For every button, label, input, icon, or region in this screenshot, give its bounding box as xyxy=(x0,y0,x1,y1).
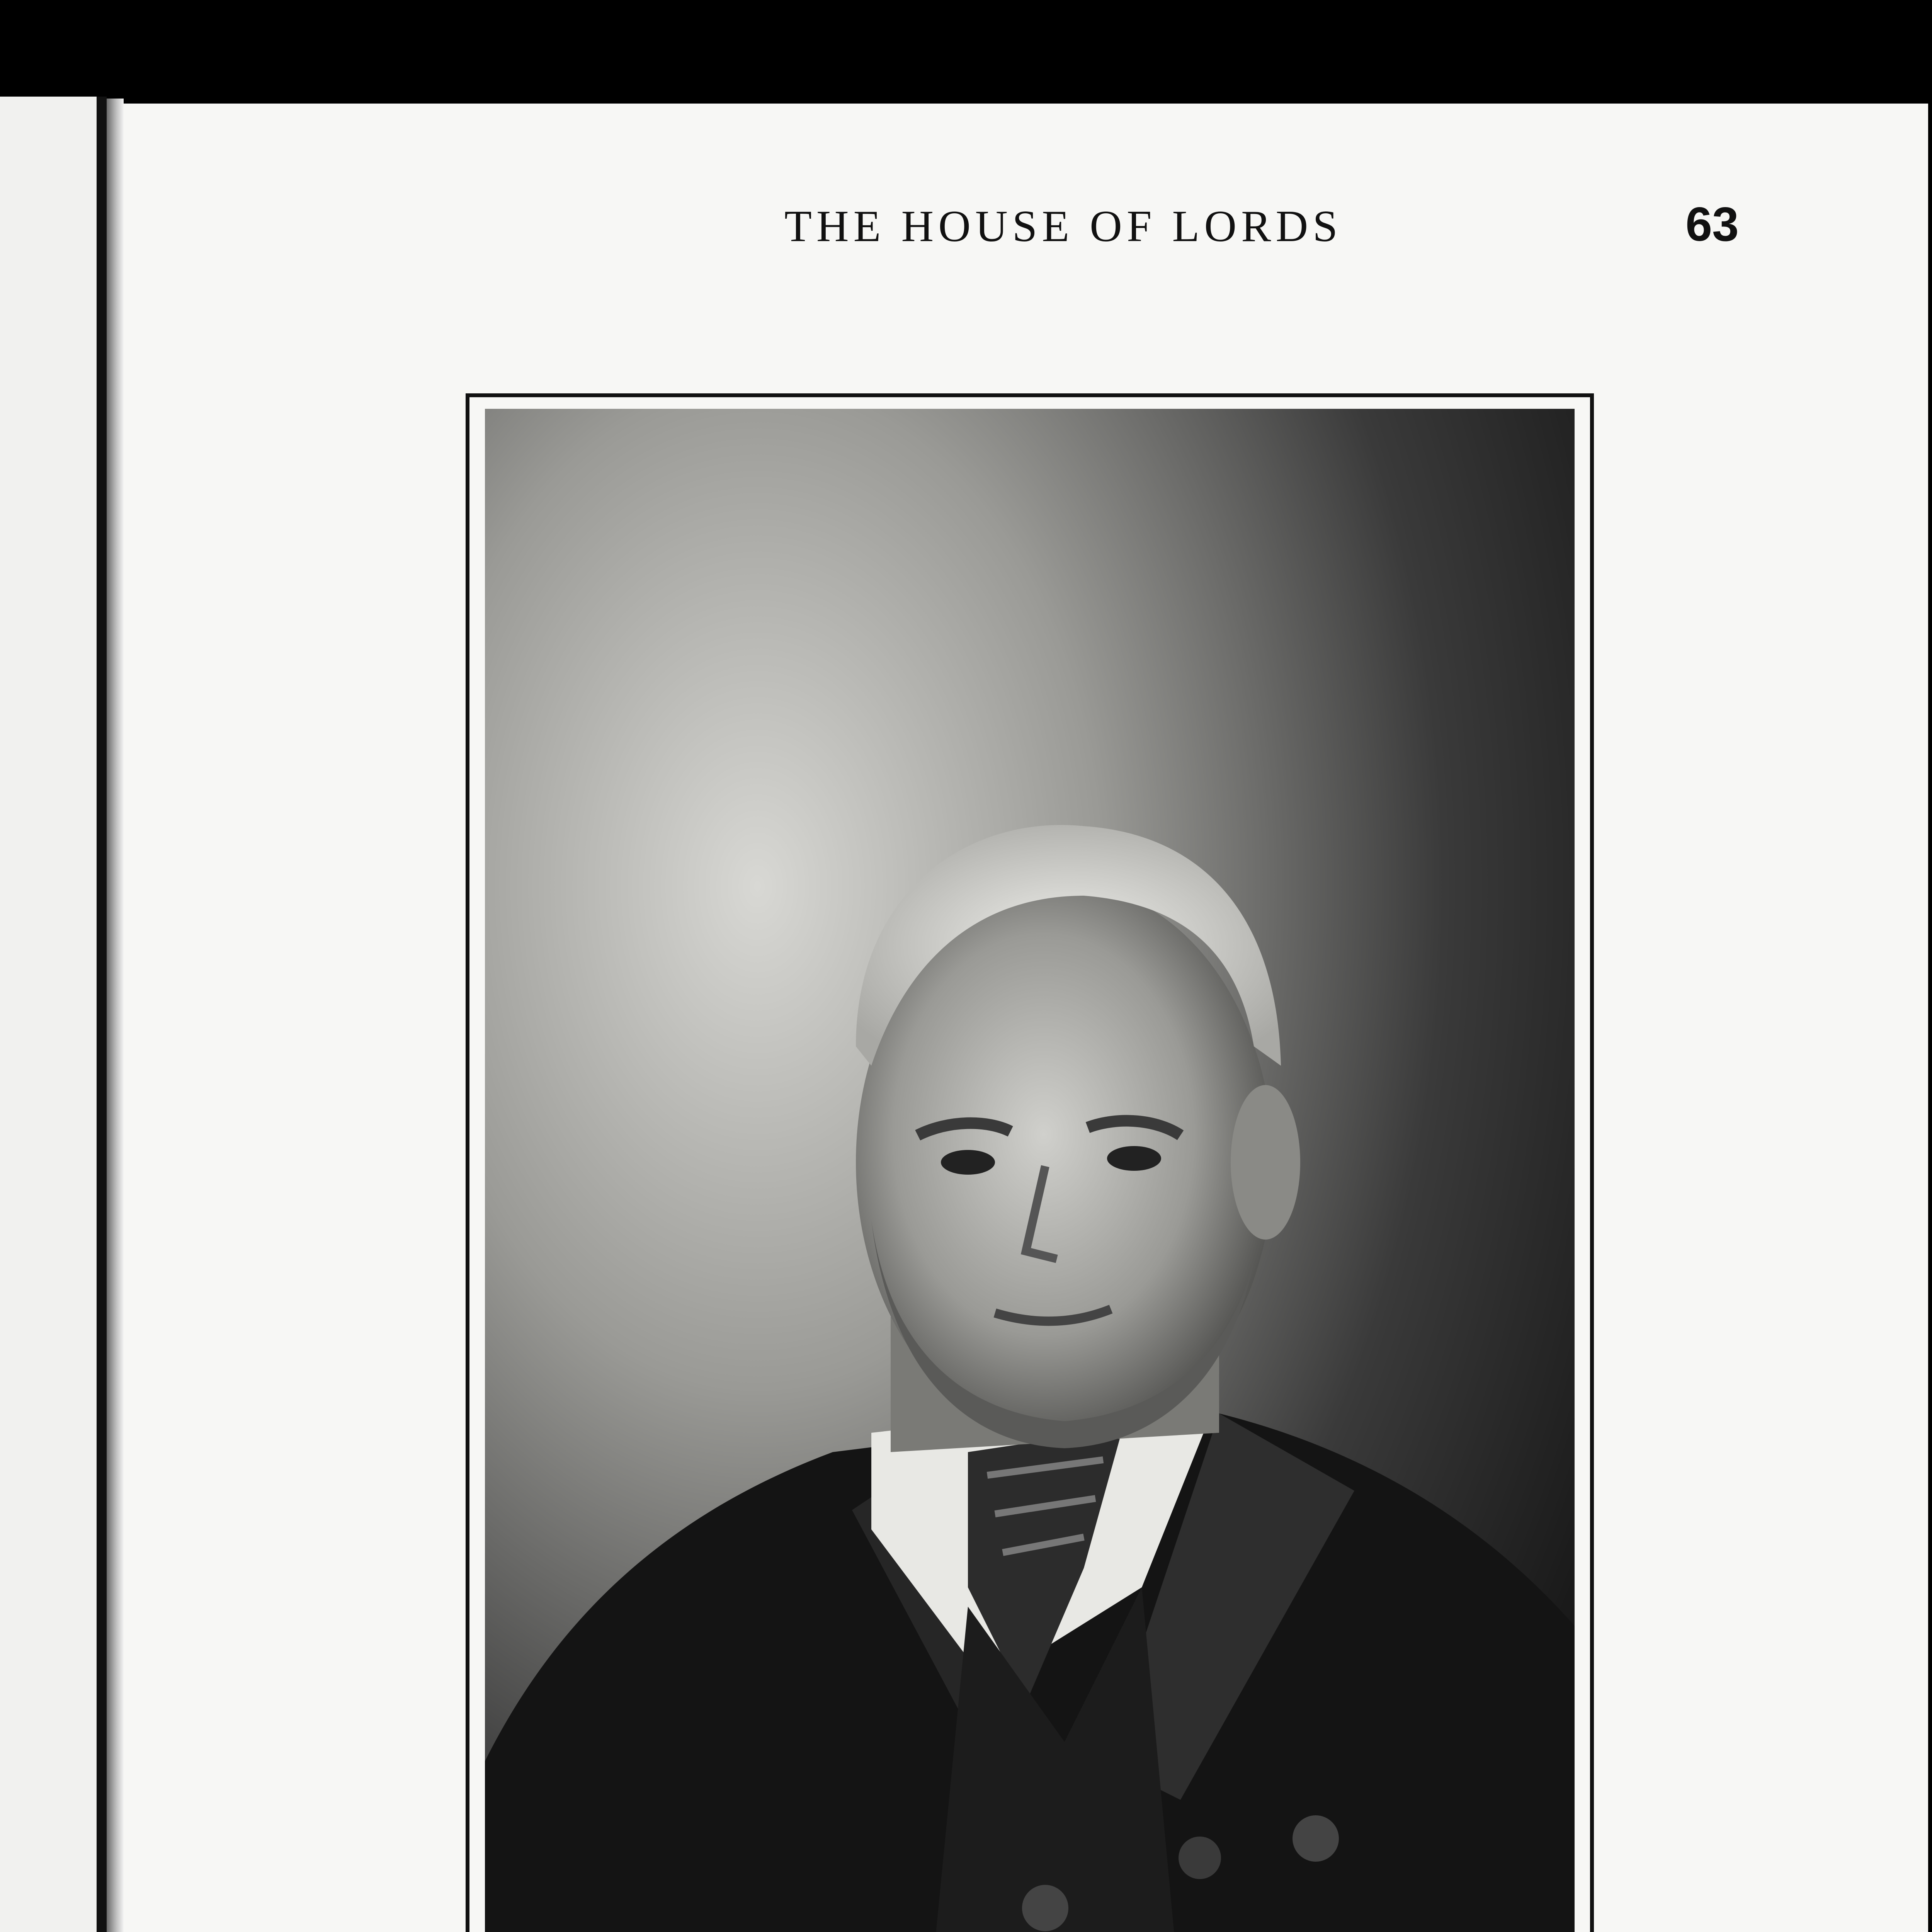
book-gutter xyxy=(107,99,124,1932)
portrait-illustration xyxy=(485,409,1575,1932)
portrait-photo xyxy=(485,409,1575,1932)
page-number: 63 xyxy=(1685,198,1739,251)
running-header: THE HOUSE OF LORDS xyxy=(784,202,1342,251)
facing-page-edge xyxy=(0,97,107,1932)
